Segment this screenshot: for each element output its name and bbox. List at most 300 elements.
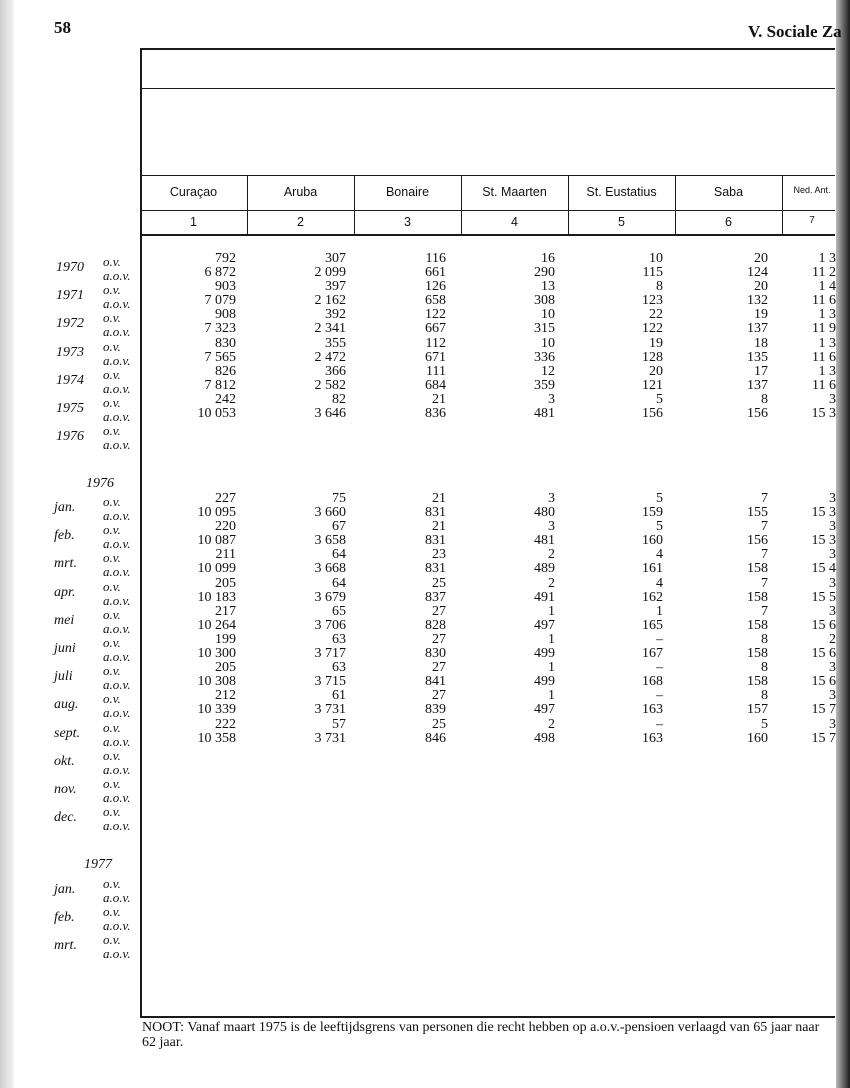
rule-line xyxy=(140,88,835,89)
aov-value: 162 xyxy=(642,590,663,605)
ov-value: 792 xyxy=(215,251,236,266)
aov-value: 165 xyxy=(642,618,663,633)
column-number: 5 xyxy=(618,215,625,229)
ov-value: 21 xyxy=(432,392,446,407)
aov-value: 2 582 xyxy=(314,378,346,393)
ov-value: 25 xyxy=(432,717,446,732)
year-label: 1976 xyxy=(56,429,84,444)
column-header: Curaçao xyxy=(169,185,218,199)
aov-value: 158 xyxy=(747,618,768,633)
aov-value: 491 xyxy=(534,590,555,605)
month-label: jan. xyxy=(54,882,76,897)
ov-value: 8 xyxy=(761,392,768,407)
aov-value: 480 xyxy=(534,505,555,520)
ov-value: 112 xyxy=(425,336,446,351)
ov-value: 2 xyxy=(548,547,555,562)
aov-value: 160 xyxy=(642,533,663,548)
ov-value: 21 xyxy=(432,491,446,506)
ov-value: 2 xyxy=(548,717,555,732)
aov-label: a.o.v. xyxy=(103,677,131,692)
ov-value: 5 xyxy=(656,491,663,506)
ov-value: 10 xyxy=(541,307,555,322)
ov-value: 205 xyxy=(215,660,236,675)
column-number: 3 xyxy=(404,215,411,229)
ov-value: 116 xyxy=(425,251,446,266)
aov-value: 11 6 xyxy=(812,293,836,308)
ov-value: 18 xyxy=(754,336,768,351)
ov-value: 1 xyxy=(548,604,555,619)
aov-value: 290 xyxy=(534,265,555,280)
aov-value: 2 162 xyxy=(314,293,346,308)
aov-value: 2 472 xyxy=(314,350,346,365)
ov-value: 397 xyxy=(325,279,346,294)
ov-value: – xyxy=(656,632,663,647)
month-label: aug. xyxy=(54,697,79,712)
aov-value: 163 xyxy=(642,702,663,717)
ov-value: 8 xyxy=(761,660,768,675)
aov-value: 499 xyxy=(534,674,555,689)
month-label: apr. xyxy=(54,585,76,600)
ov-value: 2 xyxy=(548,576,555,591)
ov-value: 4 xyxy=(656,547,663,562)
ov-value: 75 xyxy=(332,491,346,506)
ov-value: 3 xyxy=(548,519,555,534)
ov-value: 3 xyxy=(829,576,836,591)
aov-value: 123 xyxy=(642,293,663,308)
aov-value: 158 xyxy=(747,561,768,576)
ov-label: o.v. xyxy=(103,579,121,594)
aov-value: 846 xyxy=(425,731,446,746)
ov-value: 3 xyxy=(829,547,836,562)
aov-value: 15 7 xyxy=(811,702,836,717)
aov-label: a.o.v. xyxy=(103,621,131,636)
ov-value: 1 4 xyxy=(818,279,836,294)
aov-value: 3 668 xyxy=(314,561,346,576)
ov-value: 366 xyxy=(325,364,346,379)
aov-label: a.o.v. xyxy=(103,536,131,551)
aov-value: 10 099 xyxy=(197,561,236,576)
aov-value: 10 095 xyxy=(197,505,236,520)
column-header: Saba xyxy=(713,185,744,199)
aov-value: 308 xyxy=(534,293,555,308)
aov-label: a.o.v. xyxy=(103,890,131,905)
aov-value: 15 7 xyxy=(811,731,836,746)
aov-value: 156 xyxy=(747,533,768,548)
ov-label: o.v. xyxy=(103,904,121,919)
ov-label: o.v. xyxy=(103,720,121,735)
year-group-label: 1977 xyxy=(84,857,112,872)
aov-value: 830 xyxy=(425,646,446,661)
aov-value: 158 xyxy=(747,674,768,689)
ov-value: 355 xyxy=(325,336,346,351)
ov-value: 242 xyxy=(215,392,236,407)
aov-label: a.o.v. xyxy=(103,593,131,608)
ov-value: 1 xyxy=(548,688,555,703)
aov-value: 10 339 xyxy=(197,702,236,717)
aov-value: 6 872 xyxy=(204,265,236,280)
ov-label: o.v. xyxy=(103,522,121,537)
column-header: St. Eustatius xyxy=(586,185,657,199)
aov-value: 128 xyxy=(642,350,663,365)
ov-label: o.v. xyxy=(103,748,121,763)
aov-value: 158 xyxy=(747,590,768,605)
ov-value: 61 xyxy=(332,688,346,703)
ov-value: 908 xyxy=(215,307,236,322)
scan-left-edge xyxy=(0,0,14,1088)
ov-value: 21 xyxy=(432,519,446,534)
aov-value: 497 xyxy=(534,702,555,717)
aov-value: 497 xyxy=(534,618,555,633)
ov-value: 122 xyxy=(425,307,446,322)
ov-value: 3 xyxy=(548,392,555,407)
year-label: 1973 xyxy=(56,345,84,360)
column-header: Aruba xyxy=(283,185,318,199)
ov-value: 1 xyxy=(548,632,555,647)
aov-value: 3 731 xyxy=(314,702,346,717)
aov-value: 10 053 xyxy=(197,406,236,421)
footnote: NOOT: Vanaf maart 1975 is de leeftijdsgrens van personen die recht hebben op a.o.v.-pensioen verlaagd van 65 jaar naar 62 jaar. xyxy=(142,1020,820,1050)
column-header: Ned. Ant. xyxy=(793,185,831,195)
column-number: 7 xyxy=(809,215,815,226)
ov-value: 830 xyxy=(215,336,236,351)
column-number: 1 xyxy=(190,215,197,229)
aov-value: 156 xyxy=(747,406,768,421)
aov-value: 160 xyxy=(747,731,768,746)
ov-value: 8 xyxy=(761,632,768,647)
column-header: Bonaire xyxy=(385,185,430,199)
ov-label: o.v. xyxy=(103,254,121,269)
aov-value: 7 565 xyxy=(204,350,236,365)
month-label: sept. xyxy=(54,726,81,741)
ov-value: 7 xyxy=(761,604,768,619)
aov-value: 828 xyxy=(425,618,446,633)
rule-line xyxy=(140,210,835,211)
aov-value: 122 xyxy=(642,321,663,336)
column-number: 4 xyxy=(511,215,518,229)
ov-value: 8 xyxy=(761,688,768,703)
ov-value: 392 xyxy=(325,307,346,322)
aov-value: 839 xyxy=(425,702,446,717)
aov-value: 498 xyxy=(534,731,555,746)
ov-value: 903 xyxy=(215,279,236,294)
month-label: feb. xyxy=(54,528,75,543)
ov-value: 27 xyxy=(432,660,446,675)
ov-value: 67 xyxy=(332,519,346,534)
aov-value: 499 xyxy=(534,646,555,661)
ov-value: 1 3 xyxy=(818,251,836,266)
ov-value: 307 xyxy=(325,251,346,266)
ov-value: 20 xyxy=(649,364,663,379)
aov-value: 135 xyxy=(747,350,768,365)
aov-value: 661 xyxy=(425,265,446,280)
ov-value: 5 xyxy=(656,392,663,407)
aov-value: 10 087 xyxy=(197,533,236,548)
aov-value: 15 4 xyxy=(811,561,836,576)
ov-value: 22 xyxy=(649,307,663,322)
aov-value: 115 xyxy=(642,265,663,280)
aov-value: 831 xyxy=(425,561,446,576)
column-number: 6 xyxy=(725,215,732,229)
aov-value: 481 xyxy=(534,533,555,548)
aov-value: 137 xyxy=(747,378,768,393)
aov-value: 11 2 xyxy=(812,265,836,280)
ov-value: 4 xyxy=(656,576,663,591)
aov-value: 7 079 xyxy=(204,293,236,308)
month-label: jan. xyxy=(54,500,76,515)
aov-value: 841 xyxy=(425,674,446,689)
ov-value: 220 xyxy=(215,519,236,534)
aov-label: a.o.v. xyxy=(103,918,131,933)
aov-value: 481 xyxy=(534,406,555,421)
year-group-label: 1976 xyxy=(86,476,114,491)
ov-label: o.v. xyxy=(103,367,121,382)
ov-value: 5 xyxy=(761,717,768,732)
aov-value: 7 323 xyxy=(204,321,236,336)
ov-label: o.v. xyxy=(103,876,121,891)
ov-value: 111 xyxy=(426,364,446,379)
year-label: 1970 xyxy=(56,260,84,275)
aov-value: 15 3 xyxy=(811,505,836,520)
ov-label: o.v. xyxy=(103,282,121,297)
month-label: nov. xyxy=(54,782,77,797)
month-label: mrt. xyxy=(54,938,77,953)
aov-value: 3 717 xyxy=(314,646,346,661)
aov-value: 10 300 xyxy=(197,646,236,661)
month-label: okt. xyxy=(54,754,75,769)
ov-value: 2 xyxy=(829,632,836,647)
aov-label: a.o.v. xyxy=(103,818,131,833)
ov-value: 16 xyxy=(541,251,555,266)
aov-value: 658 xyxy=(425,293,446,308)
aov-value: 137 xyxy=(747,321,768,336)
month-label: feb. xyxy=(54,910,75,925)
ov-label: o.v. xyxy=(103,395,121,410)
aov-value: 124 xyxy=(747,265,768,280)
ov-value: – xyxy=(656,688,663,703)
ov-value: 8 xyxy=(656,279,663,294)
aov-value: 10 264 xyxy=(197,618,236,633)
aov-label: a.o.v. xyxy=(103,649,131,664)
year-label: 1972 xyxy=(56,316,84,331)
ov-value: 19 xyxy=(649,336,663,351)
aov-value: 121 xyxy=(642,378,663,393)
aov-value: 168 xyxy=(642,674,663,689)
ov-label: o.v. xyxy=(103,550,121,565)
ov-label: o.v. xyxy=(103,776,121,791)
aov-label: a.o.v. xyxy=(103,564,131,579)
aov-value: 167 xyxy=(642,646,663,661)
ov-value: 7 xyxy=(761,547,768,562)
page-number: 58 xyxy=(54,18,71,37)
ov-label: o.v. xyxy=(103,310,121,325)
ov-value: 205 xyxy=(215,576,236,591)
ov-value: 3 xyxy=(829,717,836,732)
ov-value: 10 xyxy=(541,336,555,351)
ov-value: 212 xyxy=(215,688,236,703)
ov-value: 13 xyxy=(541,279,555,294)
month-label: mei xyxy=(54,613,75,628)
ov-label: o.v. xyxy=(103,423,121,438)
ov-value: 7 xyxy=(761,519,768,534)
ov-value: 7 xyxy=(761,491,768,506)
aov-value: 10 308 xyxy=(197,674,236,689)
aov-value: 2 099 xyxy=(314,265,346,280)
aov-label: a.o.v. xyxy=(103,437,131,452)
aov-value: 15 3 xyxy=(811,406,836,421)
aov-value: 11 9 xyxy=(812,321,836,336)
aov-value: 315 xyxy=(534,321,555,336)
ov-value: 3 xyxy=(829,688,836,703)
month-label: juli xyxy=(54,669,73,684)
ov-value: 65 xyxy=(332,604,346,619)
aov-value: 10 358 xyxy=(197,731,236,746)
aov-label: a.o.v. xyxy=(103,762,131,777)
ov-value: 64 xyxy=(332,576,346,591)
ov-value: 1 xyxy=(656,604,663,619)
aov-value: 3 706 xyxy=(314,618,346,633)
aov-value: 3 646 xyxy=(314,406,346,421)
aov-label: a.o.v. xyxy=(103,946,131,961)
ov-value: 199 xyxy=(215,632,236,647)
rule-line xyxy=(140,234,835,236)
aov-label: a.o.v. xyxy=(103,324,131,339)
aov-value: 155 xyxy=(747,505,768,520)
aov-value: 831 xyxy=(425,533,446,548)
ov-value: 3 xyxy=(829,491,836,506)
aov-value: 156 xyxy=(642,406,663,421)
ov-label: o.v. xyxy=(103,663,121,678)
ov-value: 211 xyxy=(215,547,236,562)
aov-value: 3 731 xyxy=(314,731,346,746)
ov-label: o.v. xyxy=(103,635,121,650)
aov-value: 836 xyxy=(425,406,446,421)
year-label: 1974 xyxy=(56,373,84,388)
ov-value: 1 3 xyxy=(818,336,836,351)
aov-value: 837 xyxy=(425,590,446,605)
aov-label: a.o.v. xyxy=(103,790,131,805)
rule-line xyxy=(140,48,835,50)
aov-value: 10 183 xyxy=(197,590,236,605)
aov-value: 359 xyxy=(534,378,555,393)
aov-label: a.o.v. xyxy=(103,734,131,749)
ov-value: 27 xyxy=(432,688,446,703)
aov-value: 159 xyxy=(642,505,663,520)
aov-value: 163 xyxy=(642,731,663,746)
aov-value: 15 6 xyxy=(811,674,836,689)
aov-value: 3 658 xyxy=(314,533,346,548)
ov-value: 1 3 xyxy=(818,307,836,322)
ov-value: 20 xyxy=(754,251,768,266)
chapter-title: V. Sociale Za xyxy=(748,22,842,41)
ov-label: o.v. xyxy=(103,339,121,354)
ov-value: 1 xyxy=(548,660,555,675)
aov-value: 15 6 xyxy=(811,646,836,661)
aov-value: 132 xyxy=(747,293,768,308)
ov-value: 63 xyxy=(332,632,346,647)
ov-value: 222 xyxy=(215,717,236,732)
ov-label: o.v. xyxy=(103,804,121,819)
ov-value: 23 xyxy=(432,547,446,562)
ov-label: o.v. xyxy=(103,932,121,947)
ov-label: o.v. xyxy=(103,494,121,509)
ov-value: 12 xyxy=(541,364,555,379)
ov-value: 27 xyxy=(432,632,446,647)
aov-value: 158 xyxy=(747,646,768,661)
month-label: dec. xyxy=(54,810,77,825)
ov-value: 27 xyxy=(432,604,446,619)
aov-value: 15 3 xyxy=(811,533,836,548)
aov-value: 684 xyxy=(425,378,446,393)
month-label: mrt. xyxy=(54,556,77,571)
year-label: 1975 xyxy=(56,401,84,416)
ov-value: – xyxy=(656,660,663,675)
ov-value: 5 xyxy=(656,519,663,534)
rule-line xyxy=(140,1016,835,1018)
aov-value: 489 xyxy=(534,561,555,576)
aov-label: a.o.v. xyxy=(103,381,131,396)
ov-value: 25 xyxy=(432,576,446,591)
ov-value: 1 3 xyxy=(818,364,836,379)
rule-line xyxy=(140,175,835,176)
aov-value: 671 xyxy=(425,350,446,365)
ov-value: 10 xyxy=(649,251,663,266)
aov-value: 2 341 xyxy=(314,321,346,336)
month-label: juni xyxy=(54,641,76,656)
aov-value: 831 xyxy=(425,505,446,520)
ov-label: o.v. xyxy=(103,607,121,622)
ov-value: 7 xyxy=(761,576,768,591)
aov-value: 7 812 xyxy=(204,378,236,393)
ov-value: 3 xyxy=(548,491,555,506)
aov-value: 157 xyxy=(747,702,768,717)
aov-value: 161 xyxy=(642,561,663,576)
ov-value: 17 xyxy=(754,364,768,379)
aov-label: a.o.v. xyxy=(103,409,131,424)
ov-value: 63 xyxy=(332,660,346,675)
aov-value: 3 660 xyxy=(314,505,346,520)
ov-value: 217 xyxy=(215,604,236,619)
ov-value: 82 xyxy=(332,392,346,407)
ov-value: 826 xyxy=(215,364,236,379)
aov-value: 667 xyxy=(425,321,446,336)
aov-value: 11 6 xyxy=(812,350,836,365)
aov-value: 15 6 xyxy=(811,618,836,633)
ov-value: 126 xyxy=(425,279,446,294)
aov-value: 336 xyxy=(534,350,555,365)
ov-value: 3 xyxy=(829,660,836,675)
ov-value: 57 xyxy=(332,717,346,732)
aov-label: a.o.v. xyxy=(103,705,131,720)
aov-value: 15 5 xyxy=(811,590,836,605)
ov-value: 3 xyxy=(829,519,836,534)
aov-label: a.o.v. xyxy=(103,296,131,311)
aov-value: 3 715 xyxy=(314,674,346,689)
ov-value: 3 xyxy=(829,604,836,619)
column-header: St. Maarten xyxy=(482,185,547,199)
ov-value: 19 xyxy=(754,307,768,322)
aov-value: 11 6 xyxy=(812,378,836,393)
aov-label: a.o.v. xyxy=(103,353,131,368)
scan-right-edge xyxy=(836,0,850,1088)
ov-value: – xyxy=(656,717,663,732)
aov-label: a.o.v. xyxy=(103,508,131,523)
ov-value: 227 xyxy=(215,491,236,506)
ov-value: 3 xyxy=(829,392,836,407)
ov-value: 64 xyxy=(332,547,346,562)
aov-value: 3 679 xyxy=(314,590,346,605)
column-number: 2 xyxy=(297,215,304,229)
aov-label: a.o.v. xyxy=(103,268,131,283)
